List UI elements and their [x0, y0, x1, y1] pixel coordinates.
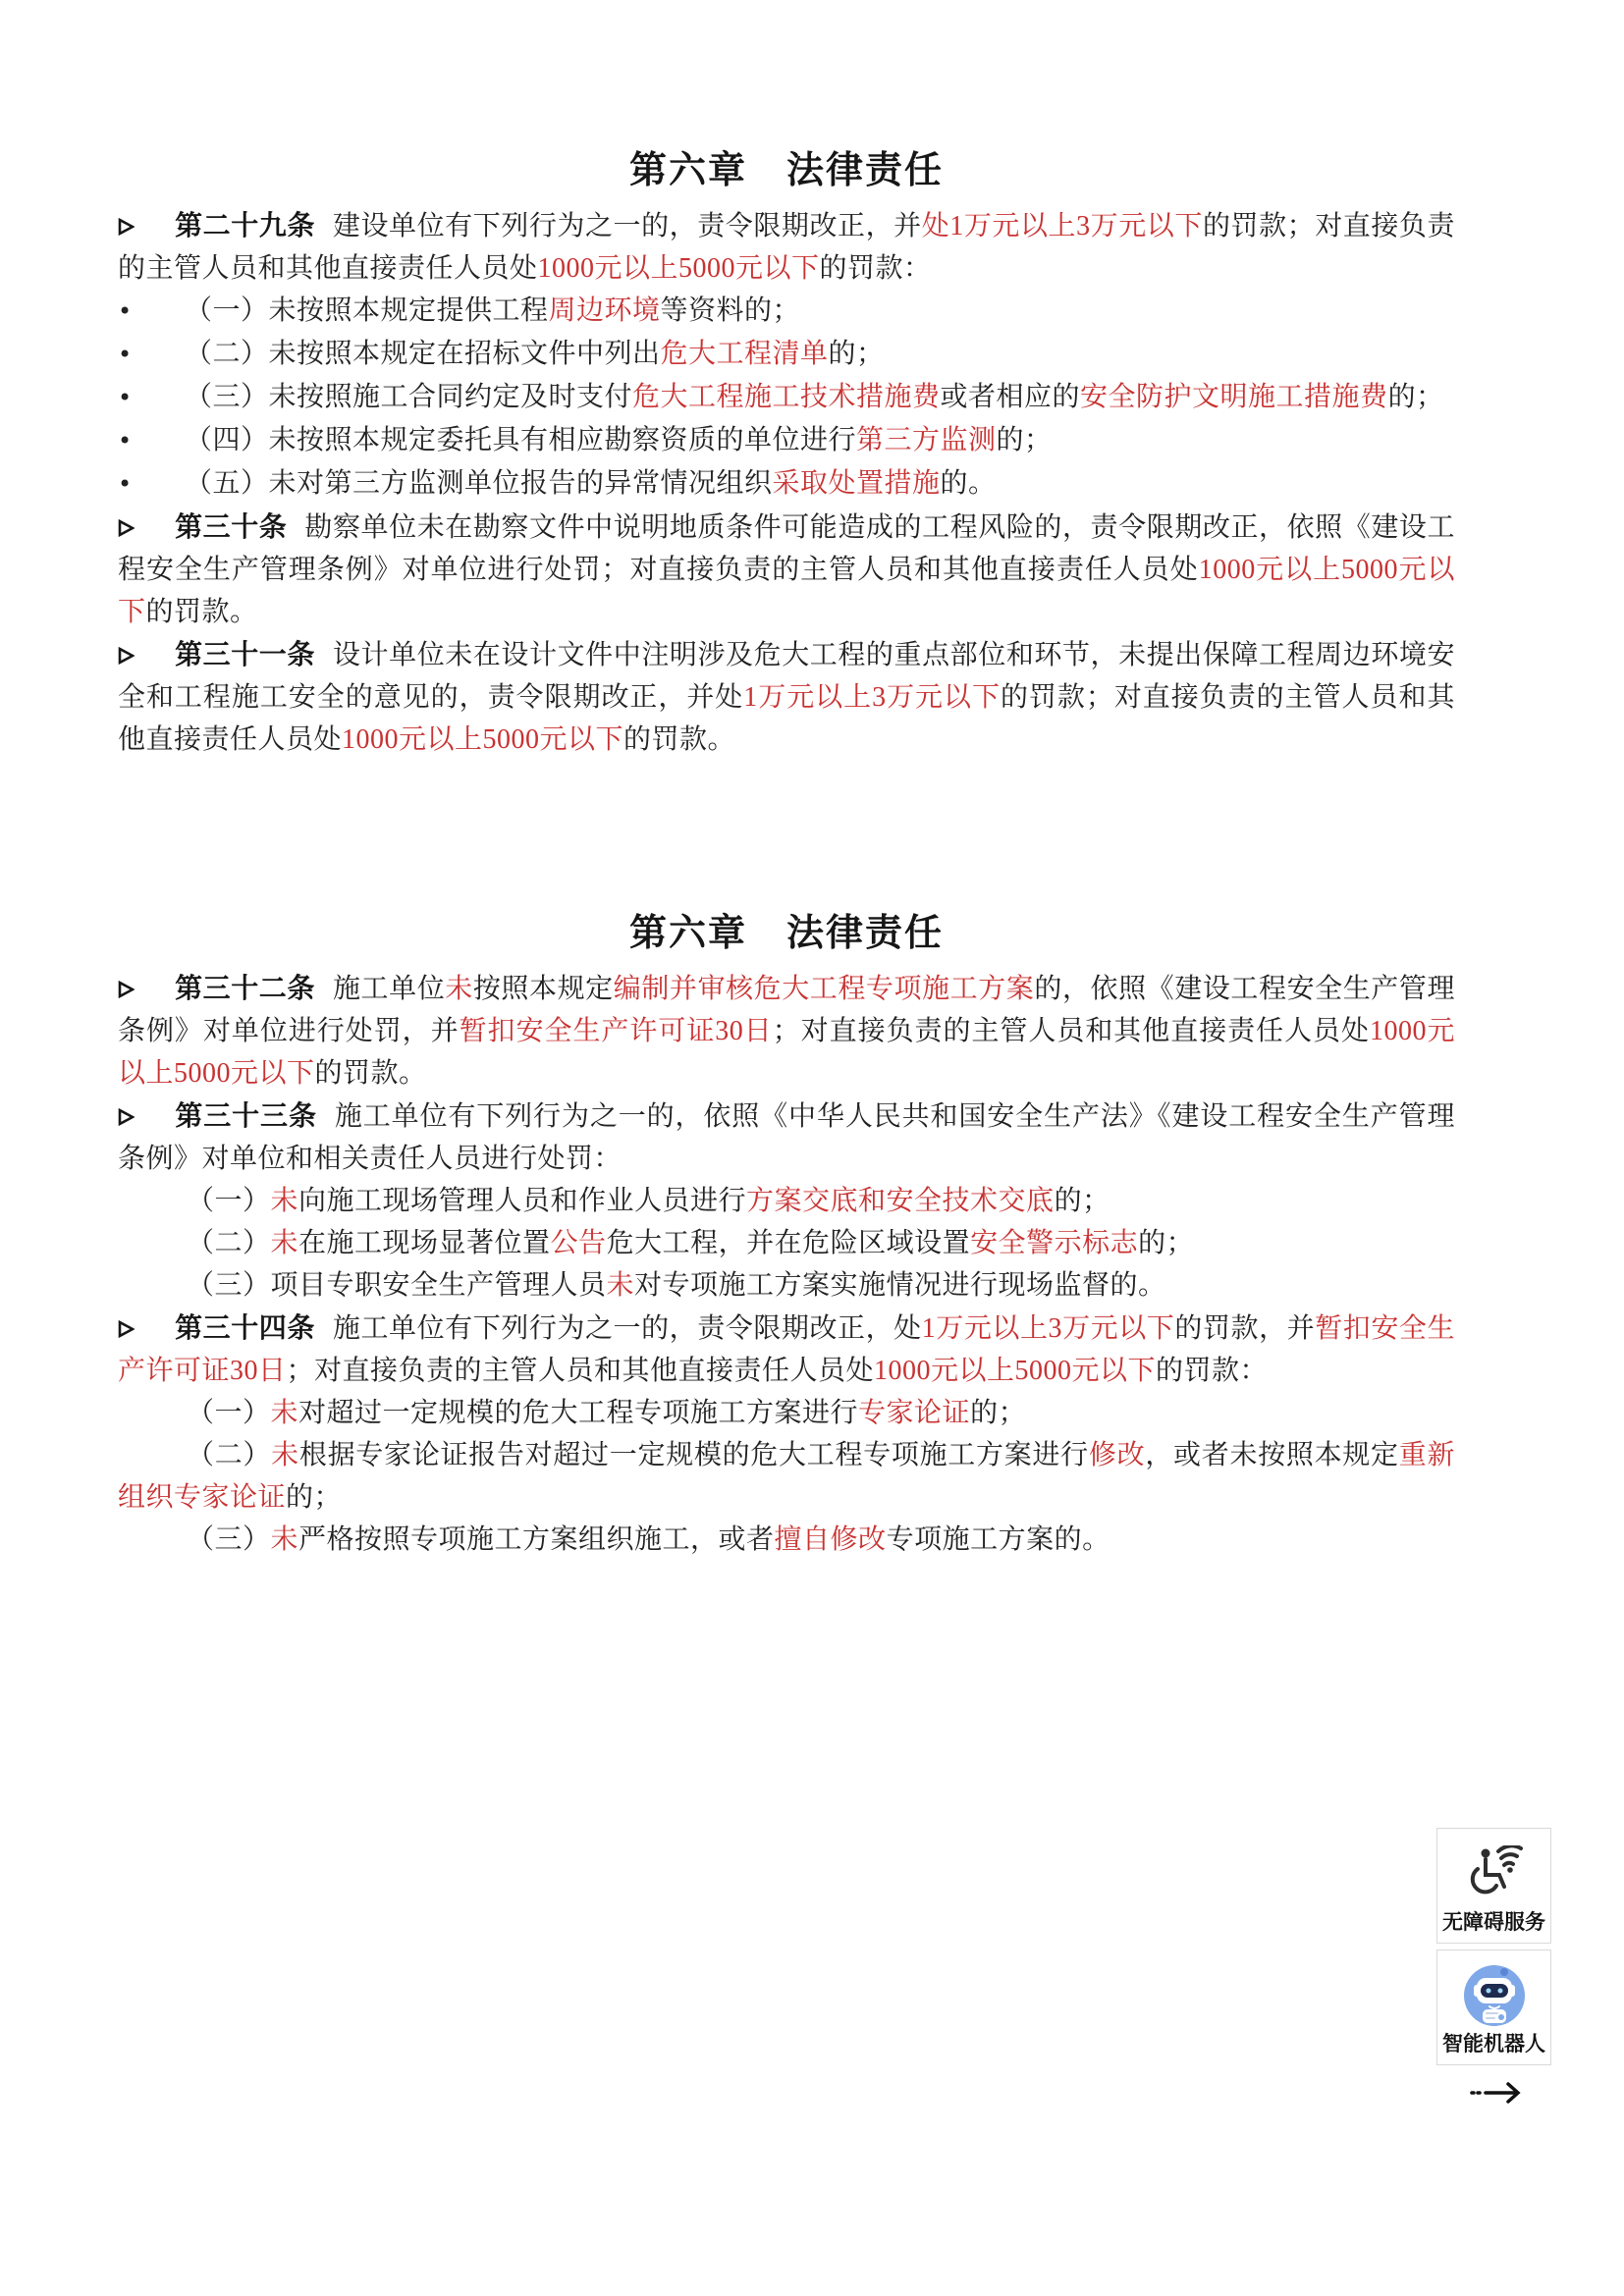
article-paragraph	[118, 204, 1455, 290]
arrow-bullet-marker	[118, 205, 175, 247]
red-highlight-text: 未	[606, 1270, 635, 1301]
body-text: （二）	[187, 1228, 271, 1258]
body-text: （五）未对第三方监测单位报告的异常情况组织	[185, 468, 773, 499]
chapter-title: 第六章 法律责任	[628, 913, 944, 954]
body-text: 对超过一定规模的危大工程专项施工方案进行	[298, 1398, 859, 1428]
red-highlight-text: 第三方监测	[856, 425, 997, 455]
body-text: 的；	[996, 425, 1053, 455]
chapter-section-1	[118, 147, 1455, 761]
body-text: 设计单位未在设计文件中注明涉及危大工程的重点部位和环节，未提出保障工程周边环境安全和工程施工安全的意见的，责令限期改正，并处	[118, 640, 1455, 713]
arrow-right-icon	[1470, 2080, 1523, 2106]
body-text: 的，依照《建设工程安全生产管理条例》对单位进行处罚，并	[118, 974, 1455, 1046]
accessibility-service-label: 无障碍服务	[1442, 1911, 1545, 1934]
red-highlight-text: 未	[271, 1440, 299, 1470]
accessibility-service-button[interactable]	[1436, 1828, 1551, 1944]
body-text: 的；	[1054, 1186, 1110, 1216]
body-text: 施工单位	[332, 974, 446, 1004]
bullet-list-item	[118, 419, 1455, 462]
red-highlight-text: 危大工程施工技术措施费	[632, 382, 941, 412]
body-text: 的罚款。	[145, 597, 258, 627]
body-text: 按照本规定	[472, 974, 614, 1004]
arrow-bullet-marker	[118, 1095, 175, 1138]
red-highlight-text: 重新组织专家论证	[118, 1440, 1455, 1513]
red-highlight-text: 周边环境	[548, 295, 661, 326]
dot-bullet-marker: •	[118, 470, 133, 498]
body-text: 的；	[970, 1398, 1027, 1428]
red-highlight-text: 1000元以上5000元以下	[118, 555, 1455, 627]
article-paragraph	[118, 1095, 1455, 1180]
numbered-sub-item	[118, 1519, 1455, 1561]
red-highlight-text: 专家论证	[858, 1398, 971, 1428]
body-text: （四）未按照本规定委托具有相应勘察资质的单位进行	[185, 425, 857, 455]
body-text: （一）	[187, 1186, 271, 1216]
body-text: 建设单位有下列行为之一的，责令限期改正，并	[332, 211, 922, 241]
red-highlight-text: 修改	[1088, 1440, 1146, 1470]
red-highlight-text: 1000元以上5000元以下	[874, 1356, 1157, 1386]
bullet-list-item	[118, 333, 1455, 376]
body-text: 等资料的；	[660, 295, 801, 326]
red-highlight-text: 安全警示标志	[970, 1228, 1139, 1258]
numbered-sub-item	[118, 1180, 1455, 1222]
article-number-label: 第三十三条	[175, 1100, 317, 1131]
body-text: 危大工程，并在危险区域设置	[606, 1228, 971, 1258]
body-text: 向施工现场管理人员和作业人员进行	[298, 1186, 747, 1216]
body-text: （三）项目专职安全生产管理人员	[187, 1270, 607, 1301]
article-paragraph	[118, 1307, 1455, 1392]
body-text: （三）	[187, 1524, 271, 1555]
dot-bullet-marker: •	[118, 427, 133, 454]
body-text: 的罚款。	[314, 1058, 427, 1089]
smart-robot-label: 智能机器人	[1442, 2033, 1545, 2056]
red-highlight-text: 安全防护文明施工措施费	[1080, 382, 1388, 412]
red-highlight-text: 未	[270, 1398, 299, 1428]
numbered-sub-item	[118, 1392, 1455, 1434]
body-text: 的罚款，并	[1174, 1313, 1316, 1344]
red-highlight-text: 未	[270, 1186, 299, 1216]
body-text: （一）未按照本规定提供工程	[185, 295, 549, 326]
bullet-list-item	[118, 290, 1455, 333]
body-text: 勘察单位未在勘察文件中说明地质条件可能造成的工程风险的，责令限期改正，依照《建设工程安全生产管理条例》对单位进行处罚；对直接负责的主管人员和其他直接责任人员处	[118, 512, 1455, 585]
body-text: 施工单位有下列行为之一的，依照《中华人民共和国安全生产法》《建设工程安全生产管理条例》对单位和相关责任人员进行处罚：	[118, 1101, 1455, 1174]
body-text: ；对直接负责的主管人员和其他直接责任人员处	[286, 1356, 875, 1386]
body-text: 的。	[940, 468, 997, 499]
body-text: 的罚款；对直接负责的主管人员和其他直接责任人员处	[118, 682, 1455, 755]
red-highlight-text: 1万元以上3万元以下	[921, 1313, 1175, 1344]
chapter-section-2	[118, 910, 1455, 1561]
red-highlight-text: 未	[270, 1524, 299, 1555]
red-highlight-text: 采取处置措施	[772, 468, 941, 499]
article-paragraph	[118, 967, 1455, 1095]
arrow-bullet-marker	[118, 507, 175, 549]
body-text: 在施工现场显著位置	[298, 1228, 551, 1258]
red-highlight-text: 暂扣安全生产许可证30日	[459, 1016, 773, 1046]
body-text: （三）未按照施工合同约定及时支付	[185, 382, 633, 412]
red-highlight-text: 擅自修改	[774, 1524, 887, 1555]
article-number-label: 第三十二条	[175, 973, 315, 1003]
arrow-bullet-marker	[118, 968, 175, 1010]
red-highlight-text: 未	[270, 1228, 299, 1258]
numbered-sub-item	[118, 1434, 1455, 1519]
body-text: （二）	[187, 1440, 272, 1470]
body-text: 的；	[1387, 382, 1444, 412]
robot-icon	[1462, 1958, 1527, 2033]
article-number-label: 第二十九条	[175, 210, 315, 240]
article-paragraph	[118, 506, 1455, 633]
body-text: ，或者未按照本规定	[1145, 1440, 1399, 1470]
dot-bullet-marker: •	[118, 384, 133, 411]
article-number-label: 第三十四条	[175, 1312, 315, 1343]
chapter-title: 第六章 法律责任	[628, 150, 944, 191]
body-text: 对专项施工方案实施情况进行现场监督的。	[634, 1270, 1166, 1301]
body-text: （一）	[187, 1398, 271, 1428]
red-highlight-text: 危大工程清单	[660, 339, 829, 369]
red-highlight-text: 处1万元以上3万元以下	[921, 211, 1203, 241]
numbered-sub-item	[118, 1264, 1455, 1307]
collapse-arrow-button[interactable]	[1467, 2073, 1526, 2112]
red-highlight-text: 1000元以上5000元以下	[118, 1016, 1455, 1089]
bullet-list-item	[118, 376, 1455, 419]
dot-bullet-marker: •	[118, 297, 133, 325]
numbered-sub-item	[118, 1222, 1455, 1264]
article-paragraph	[118, 633, 1455, 761]
arrow-bullet-marker	[118, 634, 175, 676]
body-text: 专项施工方案的。	[886, 1524, 1110, 1555]
body-text: 的；	[286, 1482, 343, 1513]
red-highlight-text: 公告	[550, 1228, 607, 1258]
smart-robot-button[interactable]	[1436, 1949, 1551, 2065]
red-highlight-text: 编制并审核危大工程专项施工方案	[613, 974, 1035, 1004]
red-highlight-text: 1000元以上5000元以下	[342, 724, 624, 755]
body-text: 的罚款：	[1156, 1356, 1269, 1386]
red-highlight-text: 方案交底和安全技术交底	[746, 1186, 1055, 1216]
arrow-bullet-marker	[118, 1308, 175, 1350]
wheelchair-wifi-icon	[1464, 1837, 1525, 1911]
body-text: 的；	[828, 339, 885, 369]
red-highlight-text: 暂扣安全生产许可证30日	[118, 1313, 1455, 1386]
red-highlight-text: 1万元以上3万元以下	[743, 682, 1001, 713]
article-number-label: 第三十条	[175, 511, 288, 542]
document-body	[118, 147, 1455, 1561]
dot-bullet-marker: •	[118, 341, 133, 368]
body-text: 的罚款：	[819, 253, 932, 284]
article-number-label: 第三十一条	[175, 639, 315, 669]
body-text: 严格按照专项施工方案组织施工，或者	[298, 1524, 775, 1555]
body-text: 的罚款；对直接负责的主管人员和其他直接责任人员处	[118, 211, 1455, 284]
body-text: 根据专家论证报告对超过一定规模的危大工程专项施工方案进行	[298, 1440, 1089, 1470]
bullet-list-item	[118, 462, 1455, 506]
body-text: 的；	[1138, 1228, 1195, 1258]
body-text: 施工单位有下列行为之一的，责令限期改正，处	[332, 1313, 922, 1344]
body-text: （二）未按照本规定在招标文件中列出	[185, 339, 661, 369]
red-highlight-text: 1000元以上5000元以下	[537, 253, 820, 284]
red-highlight-text: 未	[445, 974, 473, 1004]
body-text: ；对直接负责的主管人员和其他直接责任人员处	[772, 1016, 1370, 1046]
body-text: 或者相应的	[940, 382, 1081, 412]
body-text: 的罚款。	[623, 724, 736, 755]
